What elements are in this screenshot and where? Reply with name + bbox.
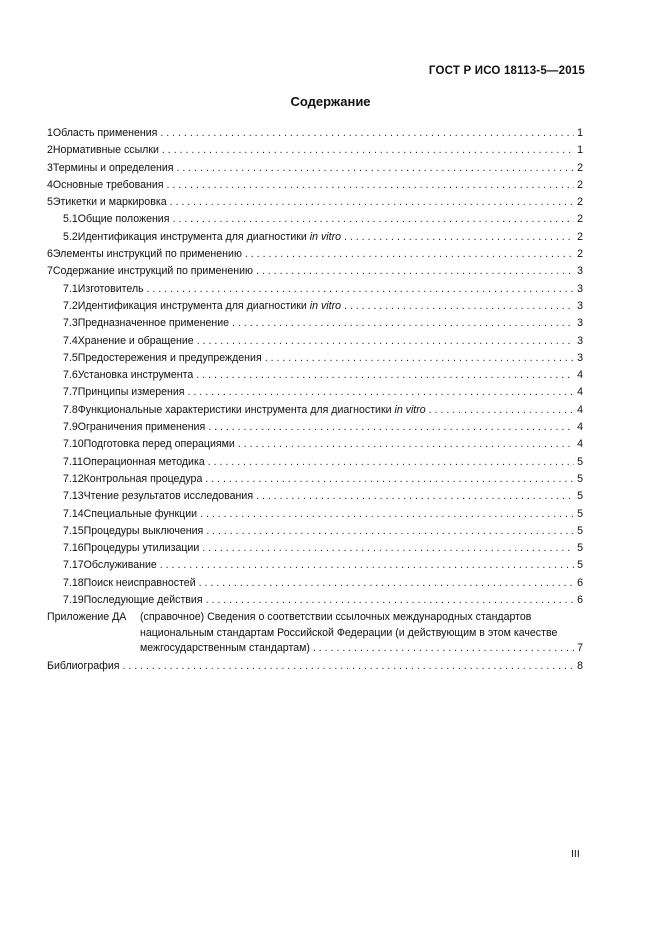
toc-entry-page: 3 — [577, 282, 583, 295]
leader-dots — [196, 367, 574, 384]
leader-dots — [160, 125, 574, 142]
leader-dots — [238, 436, 574, 453]
toc-entry-title — [78, 402, 426, 419]
toc-entry-page: 2 — [577, 178, 583, 191]
toc-entry-title — [78, 281, 144, 298]
leader-dots — [256, 263, 574, 280]
toc-entry-title — [53, 125, 157, 142]
toc-entry-page: 3 — [577, 351, 583, 364]
toc-entry-number: 7.9 — [63, 421, 78, 434]
toc-entry-page: 2 — [577, 196, 583, 209]
appendix-line-3: межгосударственным стандартам) — [140, 642, 310, 655]
toc-entry-page: 5 — [577, 455, 583, 468]
toc-bibliography[interactable] — [47, 658, 583, 675]
toc-entry-title-text: Идентификация инструмента для диагностики — [77, 230, 307, 243]
toc-entry-title-text: Предостережения и предупреждения — [77, 351, 262, 364]
toc-entry[interactable] — [47, 402, 583, 419]
leader-dots — [199, 575, 574, 592]
toc-entry-title — [84, 557, 157, 574]
table-of-contents — [47, 125, 583, 675]
toc-entry[interactable] — [47, 246, 583, 263]
toc-entries — [47, 125, 583, 609]
toc-entry-page: 4 — [577, 403, 583, 416]
toc-entry-number: 7.2 — [63, 299, 78, 312]
toc-entry-number: 7.14 — [63, 507, 84, 520]
toc-entry-number: 7.8 — [63, 403, 78, 416]
leader-dots — [429, 402, 574, 419]
toc-entry-title-text: Элементы инструкций по применению — [52, 248, 242, 261]
toc-entry-number: 5 — [47, 196, 53, 209]
toc-entry-title — [78, 367, 194, 384]
toc-entry-title-text: Ограничения применения — [77, 421, 206, 434]
toc-entry-title-text: Подготовка перед операциями — [83, 438, 235, 451]
toc-entry-number: 7.16 — [63, 542, 84, 555]
toc-entry-title-text: Чтение результатов исследования — [83, 490, 254, 503]
toc-entry-page: 4 — [577, 421, 583, 434]
toc-entry-number: 2 — [47, 144, 53, 157]
leader-dots — [147, 281, 574, 298]
leader-dots — [313, 641, 574, 657]
toc-entry-title — [84, 540, 200, 557]
toc-entry-page: 5 — [577, 507, 583, 520]
bibliography-label: Библиография — [47, 659, 120, 672]
toc-entry[interactable] — [47, 333, 583, 350]
toc-entry-page: 5 — [577, 559, 583, 572]
page-title: Содержание — [290, 94, 371, 109]
toc-entry-number: 7.19 — [63, 594, 84, 607]
toc-entry-number: 7.10 — [63, 438, 84, 451]
toc-entry-title — [78, 211, 170, 228]
toc-entry-title — [53, 194, 167, 211]
toc-entry[interactable] — [47, 177, 583, 194]
toc-entry-title — [78, 229, 341, 246]
toc-entry-number: 7.1 — [63, 282, 78, 295]
leader-dots — [245, 246, 574, 263]
toc-entry-title — [84, 436, 235, 453]
leader-dots — [206, 592, 574, 609]
toc-entry-title — [84, 575, 196, 592]
leader-dots — [265, 350, 574, 367]
document-code: ГОСТ Р ИСО 18113-5—2015 — [428, 65, 585, 77]
toc-entry[interactable] — [47, 384, 583, 401]
leader-dots — [162, 142, 574, 159]
toc-entry-title-text: Основные требования — [52, 178, 164, 191]
toc-entry-page: 3 — [577, 299, 583, 312]
toc-entry-title — [53, 160, 174, 177]
bibliography-page: 8 — [577, 659, 583, 672]
leader-dots — [208, 419, 574, 436]
toc-entry[interactable] — [47, 229, 583, 246]
leader-dots — [200, 506, 574, 523]
toc-entry-title — [78, 315, 229, 332]
toc-entry[interactable] — [47, 263, 583, 280]
leader-dots — [160, 557, 574, 574]
toc-entry[interactable] — [47, 350, 583, 367]
leader-dots — [205, 471, 574, 488]
toc-entry-title-text: Принципы измерения — [77, 386, 185, 399]
toc-entry-page: 5 — [577, 472, 583, 485]
toc-entry[interactable] — [47, 557, 583, 574]
toc-entry-title-text: Установка инструмента — [77, 369, 194, 382]
toc-entry[interactable] — [47, 523, 583, 540]
toc-entry-title-italic: in vitro — [309, 230, 341, 243]
toc-entry[interactable] — [47, 298, 583, 315]
toc-entry-number: 7.17 — [63, 559, 84, 572]
leader-dots — [344, 298, 574, 315]
toc-entry-page: 1 — [577, 127, 583, 139]
toc-entry-title — [78, 419, 205, 436]
leader-dots — [188, 384, 574, 401]
toc-entry-page: 3 — [577, 334, 583, 347]
toc-entry-number: 7.15 — [63, 524, 84, 537]
leader-dots — [202, 540, 574, 557]
toc-entry[interactable] — [47, 315, 583, 332]
toc-entry-page: 6 — [577, 576, 583, 589]
toc-entry[interactable] — [47, 436, 583, 453]
toc-entry-number: 3 — [47, 161, 53, 174]
toc-entry-number: 7 — [47, 265, 53, 278]
toc-entry-number: 7.3 — [63, 317, 78, 330]
toc-entry-number: 7.7 — [63, 386, 78, 399]
toc-entry-page: 6 — [577, 594, 583, 607]
page-number: III — [571, 848, 580, 860]
toc-entry-page: 5 — [577, 490, 583, 503]
toc-entry-title — [53, 177, 164, 194]
toc-entry-title-text: Этикетки и маркировка — [52, 196, 167, 209]
appendix-label: Приложение ДА — [47, 611, 127, 624]
toc-entry-title-text: Процедуры утилизации — [83, 542, 200, 555]
toc-entry-title — [78, 298, 341, 315]
toc-entry-title-text: Идентификация инструмента для диагностики — [77, 299, 307, 312]
toc-entry-number: 7.4 — [63, 334, 78, 347]
toc-entry-page: 3 — [577, 317, 583, 330]
appendix-line-2: национальным стандартам Российской Федерации (и действующим в этом качестве — [140, 626, 558, 639]
toc-entry-page: 2 — [577, 248, 583, 261]
toc-entry-number: 7.6 — [63, 369, 78, 382]
toc-entry[interactable] — [47, 540, 583, 557]
toc-entry-title — [84, 506, 197, 523]
toc-entry-page: 2 — [577, 213, 583, 226]
leader-dots — [122, 658, 574, 675]
toc-entry-title — [84, 488, 253, 505]
toc-entry-title-text: Предназначенное применение — [77, 317, 230, 330]
toc-entry-title-italic: in vitro — [394, 403, 426, 416]
toc-entry-page: 2 — [577, 230, 583, 243]
toc-entry-title-text: Обслуживание — [83, 559, 157, 572]
leader-dots — [197, 333, 574, 350]
toc-appendix[interactable] — [47, 610, 583, 657]
toc-entry[interactable] — [47, 488, 583, 505]
toc-entry-title — [78, 384, 185, 401]
toc-entry[interactable] — [47, 142, 583, 159]
toc-entry-number: 6 — [47, 248, 53, 261]
appendix-page: 7 — [577, 642, 583, 655]
toc-entry-title-text: Термины и определения — [52, 161, 174, 174]
leader-dots — [172, 211, 574, 228]
toc-entry-number: 5.1 — [63, 213, 78, 226]
toc-entry-page: 1 — [577, 144, 583, 157]
toc-entry-title-text: Операционная методика — [82, 455, 205, 468]
toc-entry-title-text: Нормативные ссылки — [52, 144, 159, 157]
toc-entry-number: 4 — [47, 178, 53, 191]
toc-entry-number: 7.5 — [63, 351, 78, 364]
toc-entry-title-text: Содержание инструкций по применению — [52, 265, 253, 278]
toc-entry[interactable] — [47, 471, 583, 488]
leader-dots — [167, 177, 575, 194]
leader-dots — [206, 523, 574, 540]
leader-dots — [177, 160, 574, 177]
toc-entry-title — [53, 142, 159, 159]
toc-entry-title-text: Область применения — [52, 127, 158, 139]
toc-entry-page: 4 — [577, 369, 583, 382]
toc-entry[interactable] — [47, 454, 583, 471]
toc-entry-title — [53, 263, 253, 280]
toc-entry-title — [84, 523, 204, 540]
toc-entry-title-text: Контрольная процедура — [83, 472, 203, 485]
toc-entry[interactable] — [47, 281, 583, 298]
toc-entry-title-italic: in vitro — [309, 299, 341, 312]
toc-entry-number: 1 — [47, 127, 53, 139]
leader-dots — [256, 488, 574, 505]
toc-entry-title — [78, 350, 262, 367]
toc-entry-page: 5 — [577, 524, 583, 537]
leader-dots — [170, 194, 574, 211]
toc-entry-title-text: Функциональные характеристики инструмента для диагностики — [77, 403, 392, 416]
toc-entry[interactable] — [47, 367, 583, 384]
leader-dots — [208, 454, 574, 471]
toc-entry-page: 4 — [577, 438, 583, 451]
toc-entry-title — [78, 333, 194, 350]
toc-entry-title-text: Поиск неисправностей — [83, 576, 196, 589]
toc-entry[interactable] — [47, 575, 583, 592]
toc-entry[interactable] — [47, 592, 583, 609]
toc-entry-page: 3 — [577, 265, 583, 278]
toc-entry-title-text: Последующие действия — [83, 594, 203, 607]
toc-entry-number: 7.18 — [63, 576, 84, 589]
leader-dots — [232, 315, 574, 332]
toc-entry-page: 2 — [577, 161, 583, 174]
toc-entry-title — [83, 454, 205, 471]
toc-entry-title-text: Хранение и обращение — [77, 334, 194, 347]
toc-entry-title — [53, 246, 242, 263]
toc-entry-title — [84, 471, 203, 488]
toc-entry-title-text: Специальные функции — [83, 507, 198, 520]
toc-entry[interactable] — [47, 125, 583, 142]
toc-entry[interactable] — [47, 506, 583, 523]
toc-entry[interactable] — [47, 211, 583, 228]
toc-entry-number: 5.2 — [63, 230, 78, 243]
toc-entry-page: 5 — [577, 542, 583, 555]
appendix-line-1: (справочное) Сведения о соответствии ссылочных международных стандартов — [140, 611, 532, 624]
toc-entry-page: 4 — [577, 386, 583, 399]
toc-entry-number: 7.11 — [63, 455, 83, 468]
toc-entry-number: 7.12 — [63, 472, 84, 485]
toc-entry-title — [84, 592, 203, 609]
toc-entry[interactable] — [47, 160, 583, 177]
toc-entry-title-text: Общие положения — [77, 213, 170, 226]
toc-entry-title-text: Процедуры выключения — [83, 524, 204, 537]
toc-entry[interactable] — [47, 419, 583, 436]
toc-entry[interactable] — [47, 194, 583, 211]
toc-entry-title-text: Изготовитель — [77, 282, 144, 295]
leader-dots — [344, 229, 574, 246]
toc-entry-number: 7.13 — [63, 490, 84, 503]
